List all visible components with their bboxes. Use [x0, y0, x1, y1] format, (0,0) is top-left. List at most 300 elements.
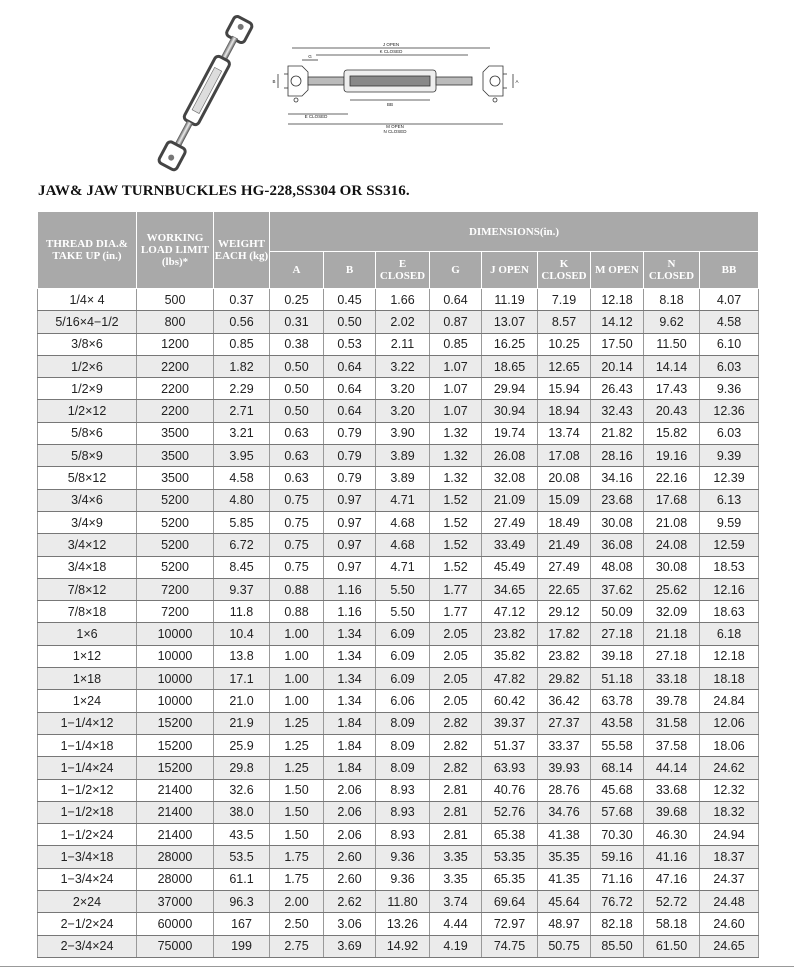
table-cell: 7/8×12	[38, 578, 137, 600]
table-cell: 3500	[137, 422, 214, 444]
table-cell: 37.58	[644, 734, 700, 756]
table-cell: 2.11	[376, 333, 430, 355]
table-cell: 45.49	[482, 556, 538, 578]
table-cell: 32.08	[482, 467, 538, 489]
table-cell: 18.49	[538, 511, 591, 533]
label-n-closed: N CLOSED	[383, 129, 407, 134]
table-cell: 8.09	[376, 712, 430, 734]
table-cell: 24.62	[700, 757, 759, 779]
table-cell: 2.62	[324, 891, 376, 913]
table-cell: 35.35	[538, 846, 591, 868]
table-cell: 41.16	[644, 846, 700, 868]
table-cell: 25.9	[214, 734, 270, 756]
table-cell: 12.32	[700, 779, 759, 801]
table-cell: 10000	[137, 623, 214, 645]
table-cell: 12.06	[700, 712, 759, 734]
table-cell: 18.94	[538, 400, 591, 422]
table-cell: 39.68	[644, 801, 700, 823]
table-cell: 19.16	[644, 445, 700, 467]
table-row	[38, 355, 759, 377]
table-row	[38, 289, 759, 311]
table-cell: 2.05	[430, 623, 482, 645]
table-cell: 0.88	[270, 578, 324, 600]
table-cell: 2.00	[270, 891, 324, 913]
table-cell: 6.09	[376, 668, 430, 690]
table-cell: 21.82	[591, 422, 644, 444]
table-cell: 4.44	[430, 913, 482, 935]
table-cell: 26.43	[591, 378, 644, 400]
table-cell: 8.57	[538, 311, 591, 333]
table-cell: 1.34	[324, 690, 376, 712]
table-cell: 24.65	[700, 935, 759, 957]
table-row	[38, 868, 759, 890]
table-cell: 8.93	[376, 779, 430, 801]
table-cell: 39.18	[591, 645, 644, 667]
table-cell: 39.37	[482, 712, 538, 734]
table-cell: 10000	[137, 668, 214, 690]
table-cell: 1×6	[38, 623, 137, 645]
table-cell: 41.35	[538, 868, 591, 890]
table-cell: 6.03	[700, 422, 759, 444]
table-cell: 60.42	[482, 690, 538, 712]
table-cell: 11.8	[214, 601, 270, 623]
table-cell: 500	[137, 289, 214, 311]
table-cell: 22.16	[644, 467, 700, 489]
table-cell: 2.81	[430, 801, 482, 823]
header-n-closed: N CLOSED	[644, 252, 700, 289]
table-cell: 17.1	[214, 668, 270, 690]
table-cell: 53.35	[482, 846, 538, 868]
table-cell: 0.38	[270, 333, 324, 355]
table-cell: 8.93	[376, 824, 430, 846]
table-cell: 0.75	[270, 556, 324, 578]
table-cell: 34.65	[482, 578, 538, 600]
table-cell: 3.06	[324, 913, 376, 935]
table-cell: 1.07	[430, 355, 482, 377]
table-cell: 2.02	[376, 311, 430, 333]
table-cell: 3.21	[214, 422, 270, 444]
table-cell: 47.16	[644, 868, 700, 890]
table-cell: 85.50	[591, 935, 644, 957]
table-cell: 47.82	[482, 668, 538, 690]
table-cell: 4.80	[214, 489, 270, 511]
table-cell: 1.52	[430, 556, 482, 578]
table-cell: 40.76	[482, 779, 538, 801]
table-cell: 15.09	[538, 489, 591, 511]
table-cell: 2.05	[430, 668, 482, 690]
table-cell: 59.16	[591, 846, 644, 868]
table-cell: 44.14	[644, 757, 700, 779]
table-row	[38, 645, 759, 667]
table-cell: 28000	[137, 868, 214, 890]
table-cell: 7200	[137, 578, 214, 600]
table-cell: 3500	[137, 467, 214, 489]
table-cell: 4.58	[700, 311, 759, 333]
table-cell: 1.32	[430, 422, 482, 444]
table-cell: 1.52	[430, 534, 482, 556]
table-cell: 36.08	[591, 534, 644, 556]
table-cell: 61.1	[214, 868, 270, 890]
table-cell: 3.20	[376, 378, 430, 400]
table-cell: 3.22	[376, 355, 430, 377]
table-cell: 2.29	[214, 378, 270, 400]
table-row	[38, 801, 759, 823]
table-cell: 2.06	[324, 801, 376, 823]
table-cell: 18.53	[700, 556, 759, 578]
table-cell: 1.34	[324, 668, 376, 690]
table-cell: 21.49	[538, 534, 591, 556]
header-j-open: J OPEN	[482, 252, 538, 289]
table-cell: 3.35	[430, 868, 482, 890]
table-row	[38, 422, 759, 444]
table-cell: 24.94	[700, 824, 759, 846]
table-cell: 35.82	[482, 645, 538, 667]
table-cell: 3/4×9	[38, 511, 137, 533]
table-cell: 5/8×9	[38, 445, 137, 467]
table-cell: 43.58	[591, 712, 644, 734]
table-cell: 0.31	[270, 311, 324, 333]
table-cell: 33.37	[538, 734, 591, 756]
table-cell: 25.62	[644, 578, 700, 600]
table-cell: 0.97	[324, 556, 376, 578]
table-cell: 1.25	[270, 757, 324, 779]
table-row	[38, 824, 759, 846]
table-cell: 65.35	[482, 868, 538, 890]
table-cell: 70.30	[591, 824, 644, 846]
table-cell: 9.36	[376, 868, 430, 890]
table-row	[38, 467, 759, 489]
table-cell: 1.00	[270, 690, 324, 712]
table-row	[38, 712, 759, 734]
table-cell: 0.64	[324, 378, 376, 400]
table-row	[38, 757, 759, 779]
table-cell: 2−1/2×24	[38, 913, 137, 935]
table-cell: 36.42	[538, 690, 591, 712]
table-cell: 2×24	[38, 891, 137, 913]
table-cell: 0.85	[214, 333, 270, 355]
table-cell: 9.36	[376, 846, 430, 868]
table-cell: 32.6	[214, 779, 270, 801]
table-cell: 1.34	[324, 645, 376, 667]
table-cell: 2.05	[430, 690, 482, 712]
table-cell: 0.79	[324, 445, 376, 467]
table-cell: 5.50	[376, 601, 430, 623]
table-cell: 14.12	[591, 311, 644, 333]
table-row	[38, 623, 759, 645]
table-row	[38, 935, 759, 957]
table-cell: 2.60	[324, 868, 376, 890]
table-cell: 1.34	[324, 623, 376, 645]
table-cell: 24.60	[700, 913, 759, 935]
table-cell: 1.25	[270, 712, 324, 734]
table-cell: 24.48	[700, 891, 759, 913]
table-cell: 53.5	[214, 846, 270, 868]
table-cell: 0.64	[324, 400, 376, 422]
table-cell: 1−3/4×24	[38, 868, 137, 890]
table-cell: 0.53	[324, 333, 376, 355]
table-cell: 61.50	[644, 935, 700, 957]
table-cell: 16.25	[482, 333, 538, 355]
table-cell: 18.32	[700, 801, 759, 823]
table-cell: 0.50	[270, 378, 324, 400]
table-cell: 24.84	[700, 690, 759, 712]
table-row	[38, 601, 759, 623]
table-cell: 58.18	[644, 913, 700, 935]
table-cell: 1×12	[38, 645, 137, 667]
table-cell: 45.64	[538, 891, 591, 913]
table-cell: 5.50	[376, 578, 430, 600]
table-cell: 1.07	[430, 378, 482, 400]
table-row	[38, 690, 759, 712]
table-cell: 27.49	[538, 556, 591, 578]
table-cell: 2.82	[430, 734, 482, 756]
table-cell: 0.63	[270, 422, 324, 444]
table-cell: 1/2×12	[38, 400, 137, 422]
table-cell: 4.58	[214, 467, 270, 489]
table-cell: 167	[214, 913, 270, 935]
table-cell: 15.94	[538, 378, 591, 400]
table-cell: 0.56	[214, 311, 270, 333]
table-cell: 15200	[137, 734, 214, 756]
table-cell: 8.45	[214, 556, 270, 578]
table-cell: 1.77	[430, 601, 482, 623]
table-cell: 11.80	[376, 891, 430, 913]
table-cell: 48.08	[591, 556, 644, 578]
table-cell: 1.25	[270, 734, 324, 756]
table-cell: 1.00	[270, 645, 324, 667]
table-cell: 3.69	[324, 935, 376, 957]
table-cell: 20.43	[644, 400, 700, 422]
table-cell: 12.16	[700, 578, 759, 600]
dimension-diagram	[258, 38, 533, 138]
table-cell: 1.50	[270, 801, 324, 823]
table-cell: 12.18	[700, 645, 759, 667]
table-cell: 2200	[137, 400, 214, 422]
label-b: B	[272, 79, 276, 84]
header-dimensions: DIMENSIONS(in.)	[270, 212, 759, 252]
table-cell: 12.18	[591, 289, 644, 311]
table-cell: 52.72	[644, 891, 700, 913]
table-cell: 0.50	[324, 311, 376, 333]
table-cell: 2200	[137, 355, 214, 377]
table-cell: 20.14	[591, 355, 644, 377]
table-cell: 31.58	[644, 712, 700, 734]
table-cell: 21.18	[644, 623, 700, 645]
table-cell: 4.19	[430, 935, 482, 957]
table-cell: 0.97	[324, 534, 376, 556]
table-cell: 6.09	[376, 645, 430, 667]
table-cell: 13.74	[538, 422, 591, 444]
table-cell: 33.68	[644, 779, 700, 801]
table-cell: 27.18	[644, 645, 700, 667]
header-e-closed: E CLOSED	[376, 252, 430, 289]
table-cell: 24.37	[700, 868, 759, 890]
table-cell: 28000	[137, 846, 214, 868]
table-cell: 26.08	[482, 445, 538, 467]
table-cell: 1.52	[430, 489, 482, 511]
table-row	[38, 311, 759, 333]
table-cell: 1.50	[270, 824, 324, 846]
table-cell: 0.75	[270, 511, 324, 533]
table-row	[38, 445, 759, 467]
table-cell: 27.18	[591, 623, 644, 645]
table-cell: 1/4× 4	[38, 289, 137, 311]
table-cell: 30.94	[482, 400, 538, 422]
table-cell: 800	[137, 311, 214, 333]
table-cell: 21400	[137, 779, 214, 801]
table-cell: 9.37	[214, 578, 270, 600]
table-cell: 23.68	[591, 489, 644, 511]
table-cell: 41.38	[538, 824, 591, 846]
table-cell: 2.71	[214, 400, 270, 422]
table-cell: 10.25	[538, 333, 591, 355]
table-cell: 6.06	[376, 690, 430, 712]
table-cell: 2.82	[430, 757, 482, 779]
table-cell: 3.89	[376, 445, 430, 467]
table-cell: 5/8×12	[38, 467, 137, 489]
table-cell: 12.36	[700, 400, 759, 422]
table-row	[38, 400, 759, 422]
table-cell: 1.16	[324, 578, 376, 600]
table-cell: 23.82	[538, 645, 591, 667]
header-weight: WEIGHT EACH (kg)	[214, 212, 270, 289]
table-cell: 23.82	[482, 623, 538, 645]
table-cell: 3.20	[376, 400, 430, 422]
table-cell: 17.68	[644, 489, 700, 511]
table-row	[38, 578, 759, 600]
page-divider	[0, 966, 794, 967]
table-cell: 5/16×4−1/2	[38, 311, 137, 333]
label-k-closed: K CLOSED	[379, 49, 403, 54]
table-cell: 1.00	[270, 623, 324, 645]
table-cell: 0.79	[324, 422, 376, 444]
table-cell: 57.68	[591, 801, 644, 823]
table-cell: 6.10	[700, 333, 759, 355]
label-e-closed: E CLOSED	[304, 114, 328, 119]
table-cell: 18.18	[700, 668, 759, 690]
table-cell: 1−1/4×18	[38, 734, 137, 756]
table-cell: 55.58	[591, 734, 644, 756]
table-cell: 82.18	[591, 913, 644, 935]
table-cell: 29.12	[538, 601, 591, 623]
table-cell: 1.07	[430, 400, 482, 422]
table-cell: 96.3	[214, 891, 270, 913]
table-row	[38, 668, 759, 690]
table-cell: 5200	[137, 556, 214, 578]
table-cell: 10000	[137, 690, 214, 712]
turnbuckle-photo	[150, 8, 260, 180]
table-cell: 2.60	[324, 846, 376, 868]
table-cell: 1.32	[430, 445, 482, 467]
table-row	[38, 779, 759, 801]
table-cell: 0.63	[270, 467, 324, 489]
table-cell: 12.65	[538, 355, 591, 377]
table-cell: 12.59	[700, 534, 759, 556]
table-cell: 1.52	[430, 511, 482, 533]
table-cell: 4.68	[376, 534, 430, 556]
table-cell: 60000	[137, 913, 214, 935]
table-cell: 8.18	[644, 289, 700, 311]
table-cell: 1.82	[214, 355, 270, 377]
table-cell: 0.37	[214, 289, 270, 311]
table-cell: 29.94	[482, 378, 538, 400]
table-cell: 4.68	[376, 511, 430, 533]
table-cell: 18.06	[700, 734, 759, 756]
table-row	[38, 891, 759, 913]
table-cell: 13.07	[482, 311, 538, 333]
table-cell: 1200	[137, 333, 214, 355]
page-title: JAW& JAW TURNBUCKLES HG-228,SS304 OR SS316.	[38, 183, 410, 199]
label-m-open: M OPEN	[386, 124, 404, 129]
table-cell: 2−3/4×24	[38, 935, 137, 957]
table-cell: 47.12	[482, 601, 538, 623]
table-cell: 0.85	[430, 333, 482, 355]
table-row	[38, 846, 759, 868]
table-cell: 21400	[137, 824, 214, 846]
header-bb: BB	[700, 252, 759, 289]
table-cell: 1.75	[270, 868, 324, 890]
table-cell: 51.37	[482, 734, 538, 756]
table-cell: 1/2×9	[38, 378, 137, 400]
table-cell: 30.08	[644, 556, 700, 578]
table-cell: 3/4×6	[38, 489, 137, 511]
table-cell: 3500	[137, 445, 214, 467]
table-cell: 27.37	[538, 712, 591, 734]
table-cell: 1×24	[38, 690, 137, 712]
label-bb: BB	[386, 102, 394, 107]
table-cell: 0.64	[324, 355, 376, 377]
table-cell: 0.50	[270, 400, 324, 422]
table-cell: 24.08	[644, 534, 700, 556]
table-cell: 0.97	[324, 489, 376, 511]
table-cell: 72.97	[482, 913, 538, 935]
table-cell: 11.50	[644, 333, 700, 355]
table-cell: 3.89	[376, 467, 430, 489]
table-cell: 14.14	[644, 355, 700, 377]
table-cell: 0.97	[324, 511, 376, 533]
table-cell: 45.68	[591, 779, 644, 801]
table-cell: 1−3/4×18	[38, 846, 137, 868]
table-cell: 33.18	[644, 668, 700, 690]
table-cell: 17.82	[538, 623, 591, 645]
table-cell: 1−1/2×24	[38, 824, 137, 846]
table-cell: 2.06	[324, 824, 376, 846]
table-cell: 29.8	[214, 757, 270, 779]
table-cell: 39.78	[644, 690, 700, 712]
table-cell: 15200	[137, 712, 214, 734]
table-cell: 51.18	[591, 668, 644, 690]
table-cell: 50.75	[538, 935, 591, 957]
table-cell: 29.82	[538, 668, 591, 690]
table-cell: 2.81	[430, 824, 482, 846]
table-cell: 8.09	[376, 734, 430, 756]
table-cell: 32.09	[644, 601, 700, 623]
spec-table	[37, 211, 759, 958]
table-cell: 2200	[137, 378, 214, 400]
table-cell: 1.32	[430, 467, 482, 489]
table-cell: 1×18	[38, 668, 137, 690]
table-cell: 0.25	[270, 289, 324, 311]
table-cell: 1/2×6	[38, 355, 137, 377]
table-cell: 5200	[137, 489, 214, 511]
table-cell: 20.08	[538, 467, 591, 489]
table-cell: 27.49	[482, 511, 538, 533]
table-cell: 0.64	[430, 289, 482, 311]
table-cell: 13.26	[376, 913, 430, 935]
table-row	[38, 378, 759, 400]
table-row	[38, 556, 759, 578]
table-cell: 2.75	[270, 935, 324, 957]
